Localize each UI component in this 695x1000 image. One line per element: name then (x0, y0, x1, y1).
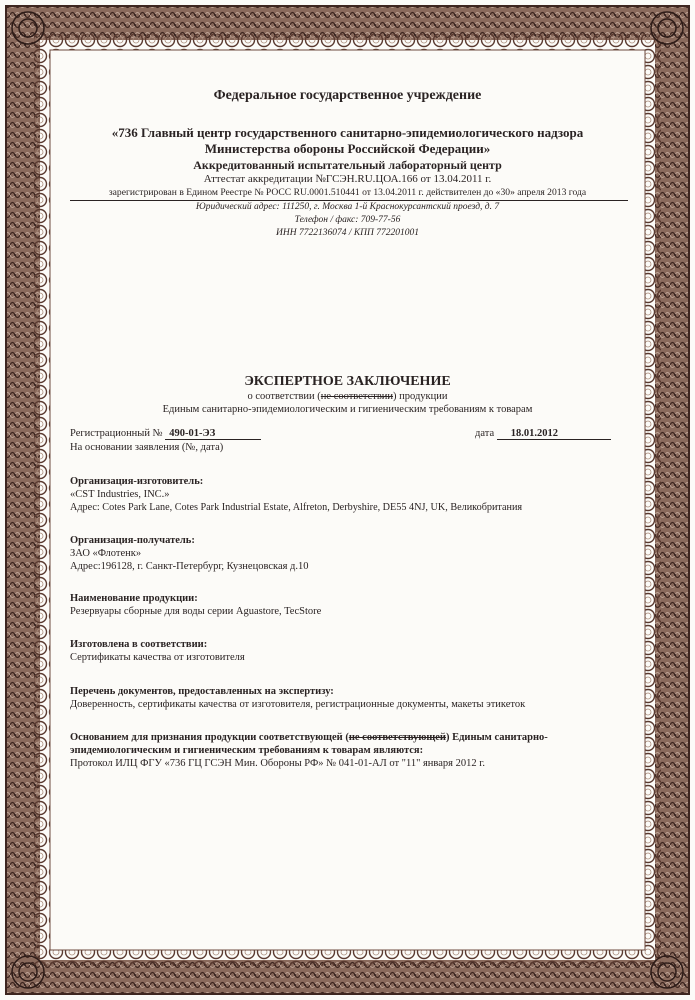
documents-value: Доверенность, сертификаты качества от изготовителя, регистрационные документы, макеты этикеток (70, 699, 526, 710)
documents-heading: Перечень документов, предоставленных на экспертизу: (70, 686, 334, 697)
accreditation-line: Аттестат аккредитации №ГСЭН.RU.ЦОА.166 от 13.04.2011 г. (203, 173, 492, 185)
grounds-heading-prefix: Основанием для признания продукции соответствующей ( (70, 732, 349, 743)
grounds-heading-suffix: ) Единым санитарно- (445, 732, 548, 743)
made-according-value: Сертификаты качества от изготовителя (70, 652, 245, 663)
title-sub-prefix: о соответствии ( (247, 391, 321, 402)
recipient-name: ЗАО «Флотенк» (70, 548, 142, 559)
product-heading: Наименование продукции: (70, 593, 198, 604)
lab-title: Аккредитованный испытательный лабораторный центр (193, 158, 502, 172)
phone-fax: Телефон / факс: 709-77-56 (294, 215, 401, 225)
reg-number-label: Регистрационный № (70, 428, 163, 439)
center-name-line2: Министерства обороны Российской Федерации» (204, 141, 491, 156)
manufacturer-name: «CST Industries, INC.» (70, 489, 170, 500)
grounds-heading-struck: не соответствующей (348, 732, 446, 743)
grounds-heading-line2: эпидемиологическим и гигиеническим требованиям к товарам являются: (70, 745, 424, 756)
product-value: Резервуары сборные для воды серии Aguastore, TecStore (70, 606, 322, 617)
manufacturer-address: Адрес: Cotes Park Lane, Cotes Park Industrial Estate, Alfreton, Derbyshire, DE55 4NJ, UK, Великобритания (70, 502, 523, 513)
document-title: ЭКСПЕРТНОЕ ЗАКЛЮЧЕНИЕ (244, 374, 451, 389)
reg-number-value: 490-01-ЭЗ (165, 428, 261, 440)
inn-kpp: ИНН 7722136074 / КПП 772201001 (275, 228, 419, 238)
date-row (475, 428, 635, 440)
grounds-value: Протокол ИЛЦ ФГУ «736 ГЦ ГСЭН Мин. Обороны РФ» № 041-01-АЛ от "11" января 2012 г. (70, 758, 485, 769)
registry-line: зарегистрирован в Едином Реестре № РОСС RU.0001.510441 от 13.04.2011 г. действителен до «30» апреля 2013 года (108, 187, 587, 198)
basis-label: На основании заявления (№, дата) (70, 442, 224, 453)
header-divider (70, 200, 628, 201)
title-sub-struck: не соответствии (320, 391, 394, 402)
legal-address: Юридический адрес: 111250, г. Москва 1-й Краснокурсантский проезд, д. 7 (195, 202, 500, 212)
center-name-line1: «736 Главный центр государственного санитарно-эпидемиологического надзора (111, 125, 584, 140)
institution-type: Федеральное государственное учреждение (213, 88, 482, 103)
date-value: 18.01.2012 (497, 428, 611, 440)
title-subline (55, 391, 640, 402)
date-label: дата (475, 428, 495, 439)
recipient-heading: Организация-получатель: (70, 535, 195, 546)
manufacturer-heading: Организация-изготовитель: (70, 476, 204, 487)
title-subline2: Единым санитарно-эпидемиологическим и гигиеническим требованиям к товарам (162, 404, 533, 415)
made-according-heading: Изготовлена в соответствии: (70, 639, 208, 650)
grounds-heading (70, 732, 630, 743)
title-sub-suffix: ) продукции (393, 391, 448, 402)
recipient-address: Адрес:196128, г. Санкт-Петербург, Кузнецовская д.10 (70, 561, 309, 572)
